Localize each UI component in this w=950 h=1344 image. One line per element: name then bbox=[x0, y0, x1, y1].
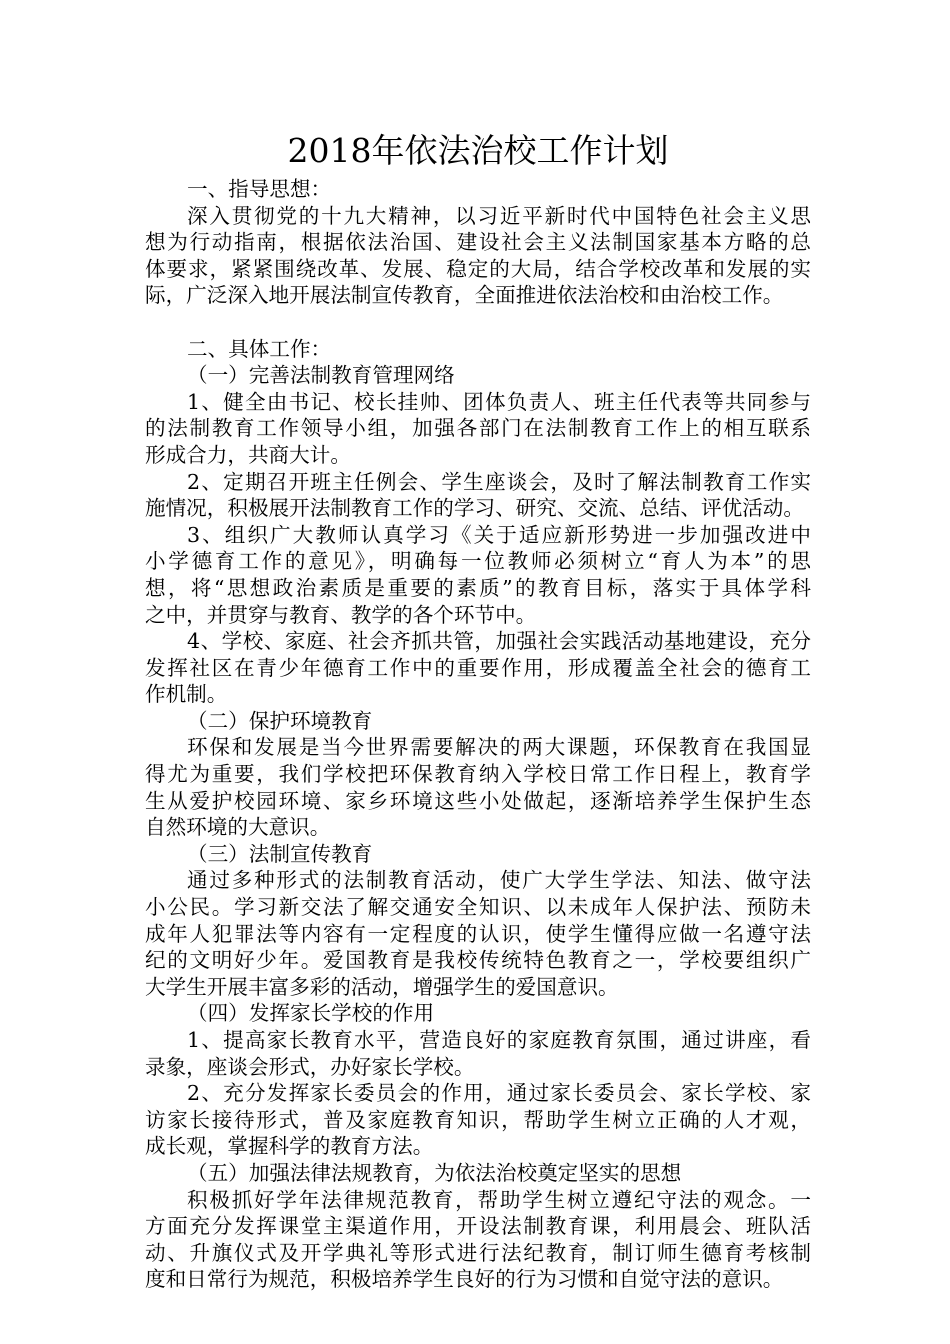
text-line: 际，广泛深入地开展法制宣传教育，全面推进依法治校和由治校工作。 bbox=[145, 283, 784, 308]
text-line: 小公民。学习新交法了解交通安全知识、以未成年人保护法、预防未 bbox=[145, 895, 811, 920]
text-line: （三）法制宣传教育 bbox=[187, 841, 373, 866]
text-line: （五）加强法律法规教育，为依法治校奠定坚实的思想 bbox=[187, 1160, 682, 1185]
text-line: 得尤为重要，我们学校把环保教育纳入学校日常工作日程上，教育学 bbox=[145, 762, 811, 787]
document-title: 2018年依法治校工作计划 bbox=[287, 131, 669, 170]
text-line: 想为行动指南，根据依法治国、建设社会主义法制国家基本方略的总 bbox=[145, 230, 811, 255]
document-page bbox=[145, 128, 811, 1293]
text-line: 一、指导思想： bbox=[187, 177, 332, 201]
document-body bbox=[145, 176, 811, 1293]
text-line: 施情况，积极展开法制教育工作的学习、研究、交流、总结、评优活动。 bbox=[145, 496, 804, 521]
text-line: 二、具体工作： bbox=[187, 336, 332, 361]
text-line: 之中，并贯穿与教育、教学的各个环节中。 bbox=[145, 602, 537, 627]
text-line: 发挥社区在青少年德育工作中的重要作用，形成覆盖全社会的德育工 bbox=[145, 655, 811, 680]
text-line: 动、升旗仪式及开学典礼等形式进行法纪教育，制订师生德育考核制 bbox=[145, 1240, 811, 1265]
text-line: （一）完善法制教育管理网络 bbox=[187, 363, 455, 388]
text-line: 作机制。 bbox=[145, 682, 228, 707]
text-line: 生从爱护校园环境、家乡环境这些小处做起，逐渐培养学生保护生态 bbox=[145, 788, 811, 813]
text-line: 体要求，紧紧围绕改革、发展、稳定的大局，结合学校改革和发展的实 bbox=[145, 256, 811, 281]
text-line: 大学生开展丰富多彩的活动，增强学生的爱国意识。 bbox=[145, 974, 619, 999]
text-line: 1、提高家长教育水平，营造良好的家庭教育氛围，通过讲座，看 bbox=[187, 1028, 811, 1052]
text-line: 2、定期召开班主任例会、学生座谈会，及时了解法制教育工作实 bbox=[187, 469, 811, 494]
text-line: 小学德育工作的意见》，明确每一位教师必须树立“育人为本”的思 bbox=[145, 549, 811, 574]
text-line: 1、健全由书记、校长挂帅、团体负责人、班主任代表等共同参与 bbox=[187, 389, 811, 414]
text-line: 方面充分发挥课堂主渠道作用，开设法制教育课，利用晨会、班队活 bbox=[145, 1214, 811, 1239]
text-line: 成长观，掌握科学的教育方法。 bbox=[145, 1134, 434, 1159]
text-line: 纪的文明好少年。爱国教育是我校传统特色教育之一，学校要组织广 bbox=[145, 948, 811, 973]
text-line: 度和日常行为规范，积极培养学生良好的行为习惯和自觉守法的意识。 bbox=[145, 1267, 784, 1292]
text-line: 录象，座谈会形式，办好家长学校。 bbox=[145, 1054, 475, 1079]
text-line: 通过多种形式的法制教育活动，使广大学生学法、知法、做守法 bbox=[187, 868, 811, 893]
text-line: 3、组织广大教师认真学习《关于适应新形势进一步加强改进中 bbox=[187, 522, 811, 547]
text-line: 成年人犯罪法等内容有一定程度的认识，使学生懂得应做一名遵守法 bbox=[145, 921, 811, 946]
text-line: 2、充分发挥家长委员会的作用，通过家长委员会、家长学校、家 bbox=[187, 1081, 811, 1106]
text-line: 自然环境的大意识。 bbox=[145, 815, 331, 840]
text-line: 4、学校、家庭、社会齐抓共管，加强社会实践活动基地建设，充分 bbox=[187, 629, 811, 654]
text-line: 积极抓好学年法律规范教育，帮助学生树立遵纪守法的观念。一 bbox=[187, 1187, 811, 1212]
text-line: 深入贯彻党的十九大精神，以习近平新时代中国特色社会主义思 bbox=[187, 203, 811, 228]
text-line: 访家长接待形式，普及家庭教育知识，帮助学生树立正确的人才观， bbox=[145, 1107, 811, 1132]
text-line: （二）保护环境教育 bbox=[187, 708, 373, 733]
text-line: 环保和发展是当今世界需要解决的两大课题，环保教育在我国显 bbox=[187, 735, 811, 760]
blank-line bbox=[145, 309, 811, 336]
text-line: 的法制教育工作领导小组，加强各部门在法制教育工作上的相互联系 bbox=[145, 416, 811, 441]
text-line: 形成合力，共商大计。 bbox=[145, 442, 351, 467]
text-line: 想，将“思想政治素质是重要的素质”的教育目标，落实于具体学科 bbox=[145, 575, 811, 600]
text-line: （四）发挥家长学校的作用 bbox=[187, 1001, 435, 1026]
